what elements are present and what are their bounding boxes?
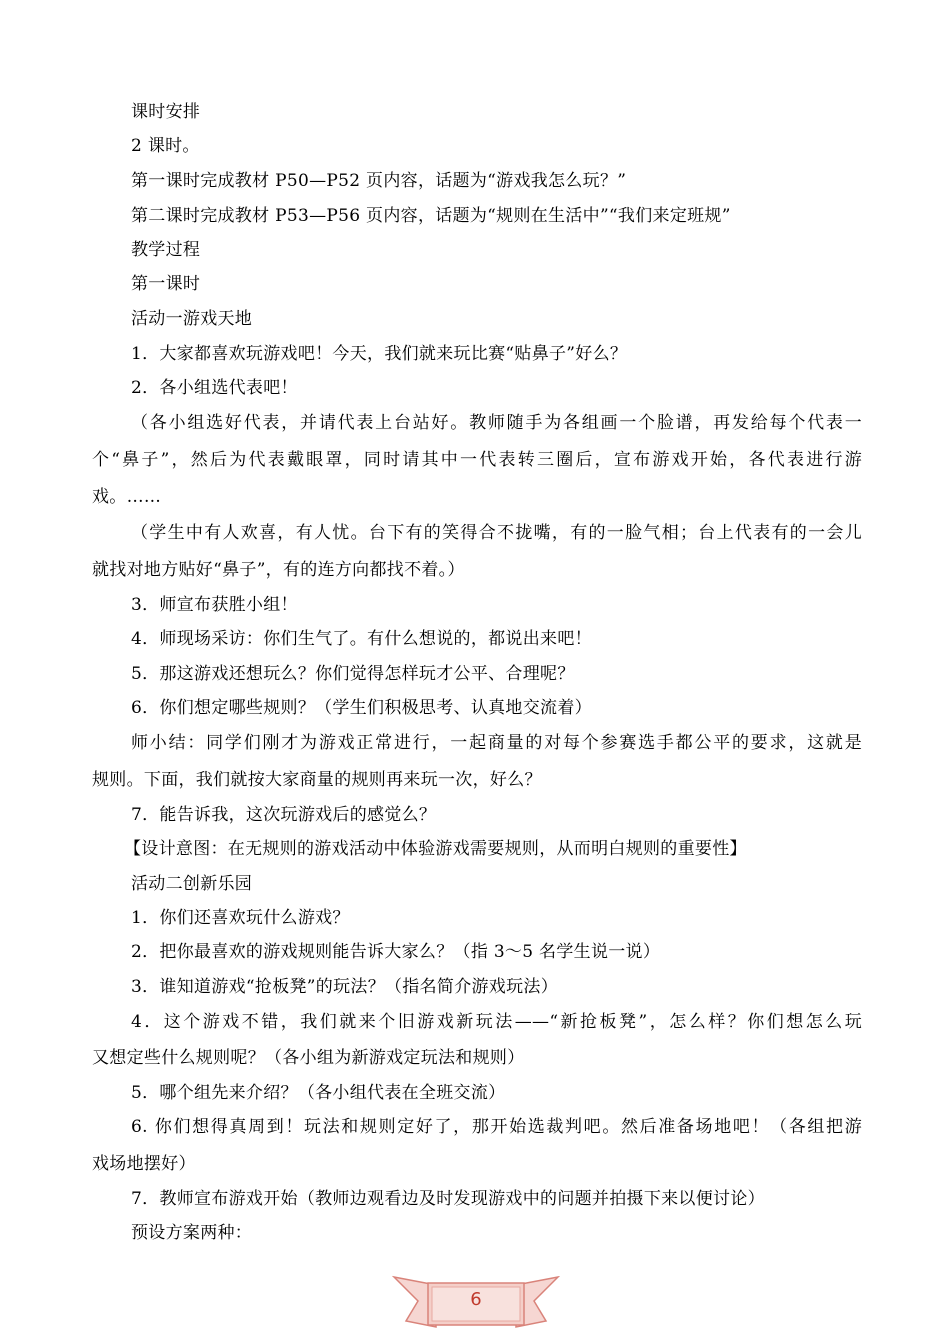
paragraph-line: 4．这个游戏不错，我们就来个旧游戏新玩法——“新抢板凳”，怎么样？你们想怎么玩: [131, 1012, 862, 1032]
paragraph-line: 戏场地摆好）: [92, 1154, 196, 1174]
activity-heading-two: 活动二创新乐园: [131, 874, 253, 894]
list-item: 7．教师宣布游戏开始（教师边观看边及时发现游戏中的问题并拍摄下来以便讨论）: [131, 1189, 765, 1209]
paragraph-line: 规则。下面，我们就按大家商量的规则再来玩一次，好么？: [92, 770, 542, 790]
paragraph-line: 师小结：同学们刚才为游戏正常进行，一起商量的对每个参赛选手都公平的要求，这就是: [131, 733, 862, 753]
design-intent-note: 【设计意图：在无规则的游戏活动中体验游戏需要规则，从而明白规则的重要性】: [124, 839, 747, 859]
list-item: 5．那这游戏还想玩么？你们觉得怎样玩才公平、合理呢？: [131, 664, 575, 684]
list-item: 3．师宣布获胜小组！: [131, 595, 298, 615]
paragraph-line: 又想定些什么规则呢？（各小组为新游戏定玩法和规则）: [92, 1048, 525, 1068]
paragraph-line: 就找对地方贴好“鼻子”，有的连方向都找不着。）: [92, 560, 465, 580]
list-item: 6．你们想定哪些规则？（学生们积极思考、认真地交流着）: [131, 698, 592, 718]
section-heading-lesson-one: 第一课时: [131, 274, 201, 294]
list-item: 1．大家都喜欢玩游戏吧！今天，我们就来玩比赛“贴鼻子”好么？: [131, 344, 628, 364]
paragraph-line: 个“鼻子”，然后为代表戴眼罩，同时请其中一代表转三圈后，宣布游戏开始，各代表进行游: [92, 450, 862, 470]
list-item: 5．哪个组先来介绍？（各小组代表在全班交流）: [131, 1083, 506, 1103]
paragraph-line: 6. 你们想得真周到！玩法和规则定好了，那开始选裁判吧。然后准备场地吧！（各组把游: [131, 1117, 862, 1137]
paragraph-line: （各小组选好代表，并请代表上台站好。教师随手为各组画一个脸谱，再发给每个代表一: [131, 413, 862, 433]
list-item: 3．谁知道游戏“抢板凳”的玩法？（指名简介游戏玩法）: [131, 977, 558, 997]
paragraph-line: 戏。……: [92, 487, 162, 507]
text-line: 第二课时完成教材 P53—P56 页内容，话题为“规则在生活中”“我们来定班规”: [131, 206, 731, 226]
list-item: 4．师现场采访：你们生气了。有什么想说的，都说出来吧！: [131, 629, 592, 649]
activity-heading-one: 活动一游戏天地: [131, 309, 253, 329]
list-item: 1．你们还喜欢玩什么游戏？: [131, 908, 350, 928]
page-number: 6: [470, 1289, 482, 1310]
text-line: 2 课时。: [131, 136, 200, 156]
text-line: 第一课时完成教材 P50—P52 页内容，话题为“游戏我怎么玩？”: [131, 171, 627, 191]
paragraph-line: （学生中有人欢喜，有人忧。台下有的笑得合不拢嘴，有的一脸气相；台上代表有的一会儿: [131, 523, 862, 543]
text-line: 预设方案两种：: [131, 1223, 253, 1243]
list-item: 2．各小组选代表吧！: [131, 378, 298, 398]
list-item: 7．能告诉我，这次玩游戏后的感觉么？: [131, 805, 437, 825]
section-heading-schedule: 课时安排: [131, 102, 201, 122]
section-heading-process: 教学过程: [131, 240, 201, 260]
page-number-ribbon: [392, 1271, 560, 1335]
list-item: 2．把你最喜欢的游戏规则能告诉大家么？（指 3～5 名学生说一说）: [131, 942, 661, 962]
